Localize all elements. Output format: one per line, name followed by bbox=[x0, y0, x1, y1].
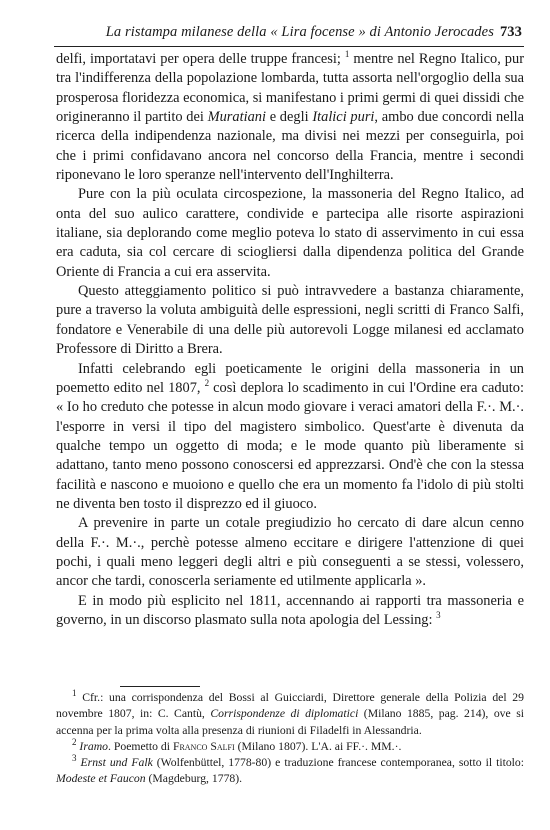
footnote-ref: 2 bbox=[204, 378, 210, 389]
text-run: Questo atteggiamento politico si può intravvedere a bastanza chiaramente, pure a traverso la voluta ambiguità delle espressioni, negli scritti di Franco Salfi, fondatore e Venerabile di una delle più autorevoli Logge milanesi ed acclamato Professore di Diritto a Brera. bbox=[56, 283, 524, 358]
text-run: (Milano 1807). L'A. ai FF.·. MM.·. bbox=[234, 739, 402, 753]
text-run: e degli bbox=[265, 109, 313, 126]
text-run: (Wolfenbüttel, 1778-80) e traduzione francese contemporanea, sotto il titolo: bbox=[152, 756, 524, 770]
footnotes bbox=[56, 690, 524, 788]
text-run: (Milano 1885, pag. 214), ove si accenna per la prima volta alla presenza di riunioni di Filadelfi in Alessandria. bbox=[56, 707, 524, 737]
footnote-ref: 2 bbox=[72, 737, 77, 747]
paragraph bbox=[56, 514, 524, 591]
italic-text: Modeste et Faucon bbox=[56, 772, 146, 786]
italic-text: Italici puri bbox=[312, 109, 375, 126]
footnote-ref: 1 bbox=[72, 688, 77, 699]
text-run: Cfr.: una corrispondenza del Bossi al Guicciardi, Direttore generale della Polizia del 29 novembre 1807, in: C. Cantù, bbox=[56, 691, 524, 721]
footnote-ref: 3 bbox=[72, 753, 77, 764]
main-text bbox=[56, 50, 524, 630]
footnote-ref: 1 bbox=[344, 49, 350, 60]
text-run: Infatti celebrando egli poeticamente le origini della massoneria in un poemetto edito nel 1807, bbox=[56, 360, 524, 396]
text-run: A prevenire in parte un cotale pregiudizio ho cercato di dare alcun cenno della F.·. M.·., perchè potesse almeno eccitare e dirigere l'attenzione di quei pochi, i quali meno leggeri degli altri e più conseguenti a se stessi, volessero, ancor che tardi, conoscerla seriamente ed utilmente applicarla ». bbox=[56, 515, 524, 590]
small-caps-text: Franco Salfi bbox=[172, 739, 235, 753]
italic-text: Ernst und Falk bbox=[80, 756, 153, 770]
text-run: (Magdeburg, 1778). bbox=[145, 772, 243, 786]
footnote-rule bbox=[120, 686, 200, 687]
footnote-ref: 3 bbox=[436, 610, 441, 621]
page-number: 733 bbox=[499, 24, 522, 40]
footnote bbox=[56, 755, 524, 788]
text-run: delfi, importatavi per opera delle truppe francesi; bbox=[56, 51, 345, 67]
text-run: così deplora lo scadimento in cui l'Ordine era caduto: « Io ho creduto che potesse in alcun modo giovare i veraci amatori della F.·. M.·. l'esporre in versi il tipo del magistero simbolico. Quest'arte è divenuta da qualche tempo un oggetto di moda; e le mode quanto più liberamente si adattano, tanto meno possono conoscersi ed apprezzarsi. Ond'è che con la stessa facilità e nascono e muoiono e quello che era un momento fa l'idolo di più stolti ne diventa ben tosto il disprezzo ed il giuoco. bbox=[56, 379, 524, 512]
text-run: , ambo due concordi nella ricerca della indipendenza nazionale, ma divisi nei mezzi per conseguirla, poi che i primi confidavano ancora nel concorso della Francia, mentre i secondi riponevano le loro speranze nell'intervento dell'Inghilterra. bbox=[56, 109, 524, 184]
header-rule bbox=[54, 46, 524, 47]
paragraph bbox=[56, 282, 524, 359]
italic-text: Iramo bbox=[79, 739, 108, 753]
text-run: . Poemetto di bbox=[108, 739, 173, 753]
text-run: Pure con la più oculata circospezione, la massoneria del Regno Italico, ad onta del suo aulico carattere, condivide e partecipa alle risorte aspirazioni italiane, sia deplorando come meglio poteva lo stato di asservimento in cui essa era caduta, sia col cercare di sciogliersi dalla dipendenza politica del Grande Oriente di Francia a cui era asservita. bbox=[56, 186, 524, 280]
running-title: La ristampa milanese della « Lira focense » di Antonio Jerocades bbox=[105, 24, 494, 40]
running-header bbox=[56, 24, 522, 41]
paragraph bbox=[56, 50, 524, 185]
footnote bbox=[56, 690, 524, 739]
footnote bbox=[56, 739, 524, 755]
paragraph bbox=[56, 185, 524, 282]
paragraph bbox=[56, 360, 524, 515]
text-run: E in modo più esplicito nel 1811, accennando ai rapporti tra massoneria e governo, in un discorso plasmato sulla nota apologia del Lessing: bbox=[56, 592, 524, 628]
paragraph bbox=[56, 592, 524, 631]
text-run: mentre nel Regno Italico, pur tra l'indifferenza della popolazione lombarda, tutta assorta nell'orgoglio della sua prosperosa floridezza economica, si manifestano i primi germi di quei dissidi che origineranno il partito dei bbox=[56, 51, 524, 126]
italic-text: Corrispondenze di diplomatici bbox=[210, 707, 359, 721]
italic-text: Muratiani bbox=[207, 109, 266, 126]
